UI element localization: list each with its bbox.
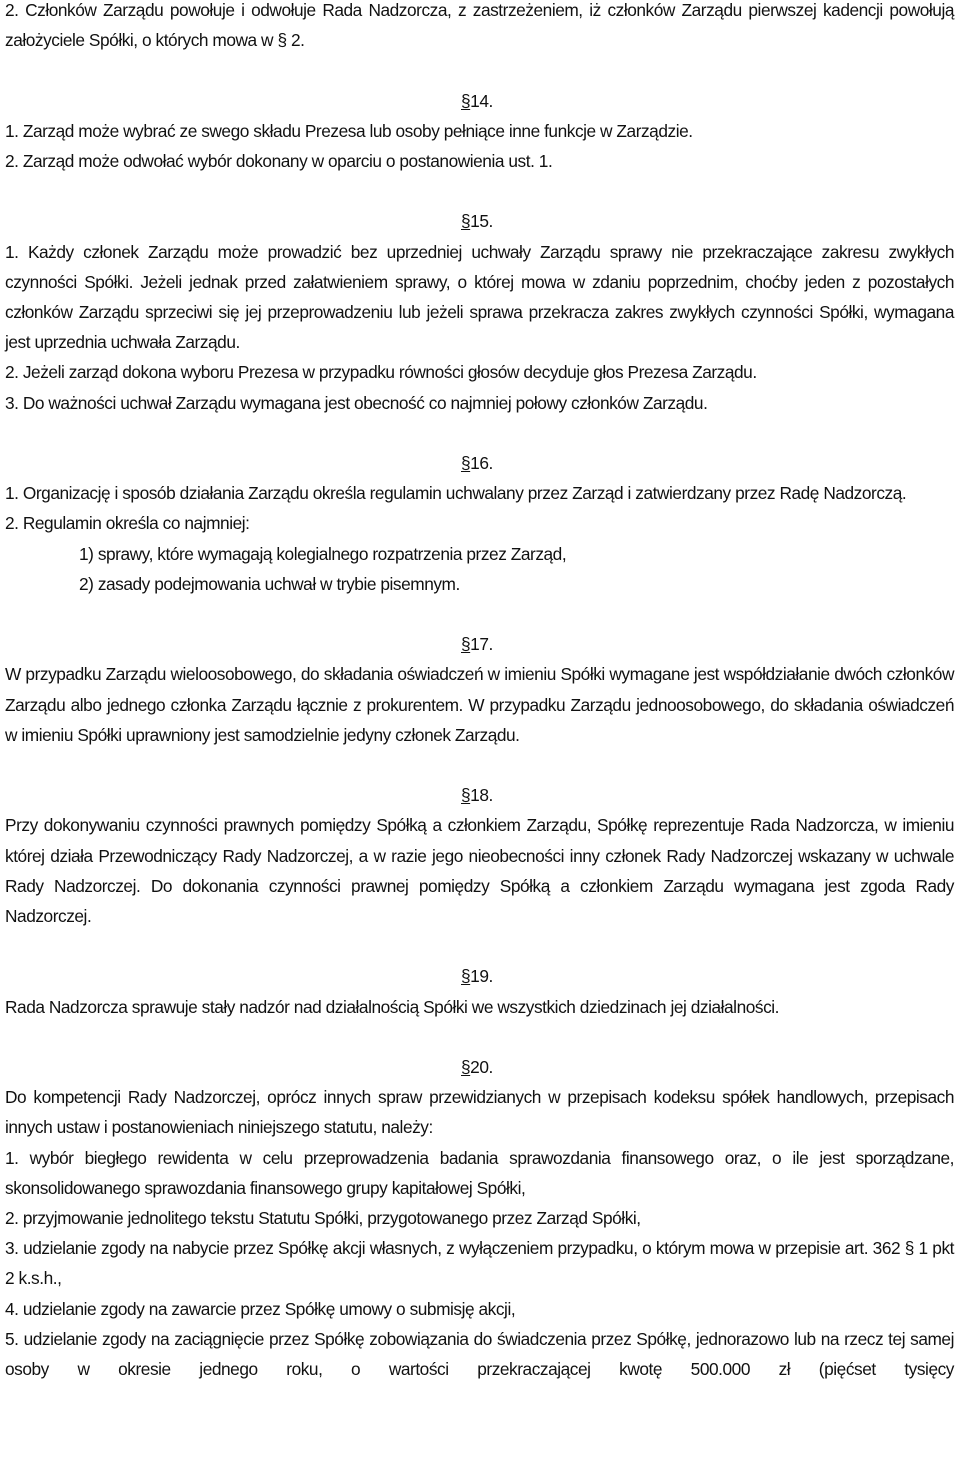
paragraph-18: Przy dokonywaniu czynności prawnych pomiędzy Spółką a członkiem Zarządu, Spółkę reprezentuje Rada Nadzorcza, w imieniu której działa Przewodniczący Rady Nadzorczej, a w razie jego nieobecności inny członek Rady Nadzorczej wskazany w uchwale Rady Nadzorczej. Do dokonania czynności prawnej pomiędzy Spółką a członkiem Zarządu wymagana jest zgoda Rady Nadzorczej. [5, 815, 954, 927]
paragraph-20-intro: Do kompetencji Rady Nadzorczej, oprócz innych spraw przewidzianych w przepisach kodeksu spółek handlowych, przepisach innych ustaw i postanowieniach niniejszego statutu, należy: [5, 1087, 954, 1138]
spacer [5, 55, 954, 85]
paragraph-14-2: 2. Zarząd może odwołać wybór dokonany w oparciu o postanowienia ust. 1. [5, 151, 553, 171]
section-heading-17 [5, 629, 954, 659]
paragraph-15-1: 1. Każdy członek Zarządu może prowadzić bez uprzedniej uchwały Zarządu sprawy nie przekraczające zakresu zwykłych czynności Spółki. Jeżeli jednak przed załatwieniem sprawy, o której mowa w zdaniu poprzednim, choćby jeden z pozostałych członków Zarządu sprzeciwi się jej przeprowadzeniu lub jeżeli sprawa przekracza zakres zwykłych czynności Spółki, wymagana jest uprzednia uchwała Zarządu. [5, 241, 954, 353]
section-heading-14 [5, 86, 954, 116]
section-symbol: § [461, 634, 471, 655]
section-heading-16 [5, 448, 954, 478]
section-heading-15 [5, 206, 954, 236]
spacer [5, 599, 954, 629]
section-number: 20. [470, 1057, 493, 1077]
spacer [5, 931, 954, 961]
section-heading-20 [5, 1052, 954, 1082]
paragraph-14-1: 1. Zarząd może wybrać ze swego składu Prezesa lub osoby pełniące inne funkcje w Zarządzie. [5, 120, 693, 141]
list-item-16-2-1: 1) sprawy, które wymagają kolegialnego rozpatrzenia przez Zarząd, [79, 543, 567, 564]
paragraph-16-1: 1. Organizację i sposób działania Zarządu określa regulamin uchwalany przez Zarząd i zatwierdzany przez Radę Nadzorczą. [5, 483, 907, 504]
paragraph-17: W przypadku Zarządu wieloosobowego, do składania oświadczeń w imieniu Spółki wymagane jest współdziałanie dwóch członków Zarządu albo jednego członka Zarządu łącznie z prokurentem. W przypadku Zarządu jednoosobowego, do składania oświadczeń w imieniu Spółki uprawniony jest samodzielnie jedyny członek Zarządu. [5, 664, 954, 745]
section-symbol: § [461, 453, 471, 473]
paragraph-20-3: 3. udzielanie zgody na nabycie przez Spółkę akcji własnych, z wyłączeniem przypadku, o którym mowa w przepisie art. 362 § 1 pkt 2 k.s.h., [5, 1238, 954, 1289]
paragraph-13-2: 2. Członków Zarządu powołuje i odwołuje Rada Nadzorcza, z zastrzeżeniem, iż członków Zarządu pierwszej kadencji powołują założyciele Spółki, o których mowa w § 2. [5, 0, 954, 51]
spacer [5, 176, 954, 206]
section-heading-19 [5, 961, 954, 991]
section-heading-18 [5, 780, 954, 810]
section-number: 18. [470, 785, 493, 806]
section-number: 19. [470, 966, 493, 987]
section-symbol: § [461, 211, 471, 232]
section-number: 16. [470, 453, 493, 473]
paragraph-20-4: 4. udzielanie zgody na zawarcie przez Spółkę umowy o submisję akcji, [5, 1298, 516, 1319]
section-symbol: § [461, 90, 471, 111]
paragraph-20-5: 5. udzielanie zgody na zaciągnięcie przez Spółkę zobowiązania do świadczenia przez Spółkę, jednorazowo lub na rzecz tej samej osoby w okresie jednego roku, o wartości przekraczającej kwotę 500.000 zł (pięćset tysięcy [5, 1328, 954, 1380]
section-symbol: § [461, 1057, 471, 1077]
spacer [5, 1022, 954, 1052]
spacer [5, 418, 954, 448]
paragraph-15-2: 2. Jeżeli zarząd dokona wyboru Prezesa w przypadku równości głosów decyduje głos Prezesa Zarządu. [5, 362, 757, 383]
paragraph-20-2: 2. przyjmowanie jednolitego tekstu Statutu Spółki, przygotowanego przez Zarząd Spółki, [5, 1208, 641, 1229]
section-symbol: § [461, 966, 471, 987]
section-number: 17. [470, 634, 493, 655]
section-number: 15. [470, 211, 493, 232]
section-number: 14. [470, 90, 493, 111]
spacer [5, 750, 954, 780]
paragraph-16-2: 2. Regulamin określa co najmniej: [5, 513, 250, 534]
paragraph-20-1: 1. wybór biegłego rewidenta w celu przeprowadzenia badania sprawozdania finansowego oraz, o ile jest sporządzane, skonsolidowanego sprawozdania finansowego grupy kapitałowej Spółki, [5, 1147, 954, 1198]
paragraph-15-3: 3. Do ważności uchwał Zarządu wymagana jest obecność co najmniej połowy członków Zarządu. [5, 392, 708, 413]
list-item-16-2-2: 2) zasady podejmowania uchwał w trybie pisemnym. [79, 573, 460, 594]
paragraph-19: Rada Nadzorcza sprawuje stały nadzór nad działalnością Spółki we wszystkich dziedzinach jej działalności. [5, 996, 780, 1017]
section-symbol: § [461, 785, 471, 806]
